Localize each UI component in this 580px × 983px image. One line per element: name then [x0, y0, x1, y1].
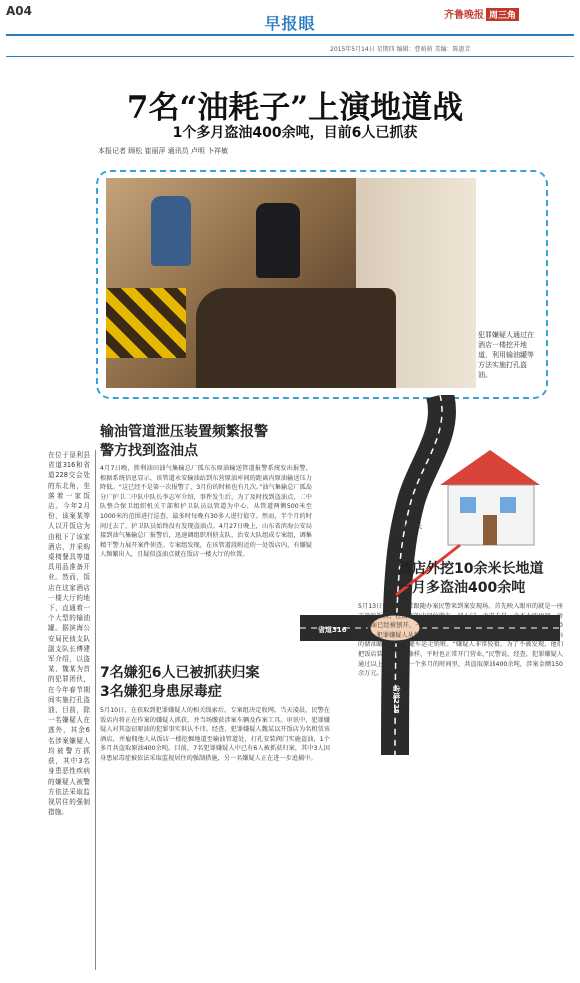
article-headline: 7名“油耗子”上演地道战 — [126, 90, 464, 126]
house-icon — [440, 450, 540, 545]
logo-text: 齐鲁晚报 — [444, 10, 484, 21]
news-photo — [106, 178, 476, 388]
intro-column: 在位于垦利县省道316和省道228交会处的东北角，坐落着一家饭店。今年2月份，该案某等人以开饭店为由租下了该家酒店，并采购桌椅餐具等道具用品准备开业。然而，饭店在这家酒店一楼大厅的地下，直通着一个大型的输油罐。据滨海公安局民侦支队副支队长傅建军介绍，以盗某、魏某为首的犯罪团伙，在今年春节期间实施打孔盗油，目前，除一名嫌疑人在逃外，其余6名涉案嫌疑人均被警方抓获，其中3名身患恶性疾病的嫌疑人被警方依法采取监视居住的强制措施。 — [48, 451, 90, 817]
article-byline: 本报记者 顾松 崔丽萍 通讯员 卢明 卜祥敏 — [98, 147, 229, 155]
road-316-label: 省道316 — [318, 626, 347, 634]
photo-person — [151, 196, 191, 266]
section2-title — [100, 664, 330, 702]
section1-title-line2: 警方找到盗油点 — [100, 443, 198, 459]
photo-person — [256, 203, 300, 278]
section1-title-line1: 输油管道泄压装置频繁报警 — [100, 424, 268, 440]
section1-body: 4月7日晚，胜利油田油气集输总厂孤东东原油输送管道报警系统发出报警，根据系统信息显示，该管道永安输油站到东营原油库间的距离内原油输送压力降低。“这已经不是第一次报警了，3月份的时候也有几次。”油气集输总厂孤岛分厂护卫二中队中队长李志军介绍，事件发生后，为了及时找到盗油点，二中队整合保卫组织机关干部和护卫队员以管道为中心，从管道两侧500米至1000米的范围进行巡查，最多时每晚有30多人进行值守。然而，半个月的时间过去了，护卫队员始终没有发现盗油点。4月27日晚上，山东省滨海公安局接到油气集输总厂报警后，迅速调组织刑侦支队、治安大队组成专案组，调集精干警力展开案件侦查。专案组发现，在该管道段附近的一处饭店内，有嫌疑人频繁出入，且疑似盗油点就在饭店一楼大厅的位置。 — [100, 465, 312, 559]
section3-title-line1: 酒店外挖10余米长地道 — [398, 561, 544, 577]
road-228-label: 省道228 — [392, 685, 400, 714]
newspaper-logo — [444, 6, 519, 21]
logo-badge: 周三角 — [486, 8, 519, 21]
tunnel-length-label: 10余米 — [396, 522, 423, 531]
photo-caption: 犯罪嫌疑人通过在酒店一楼挖开地道，利用输油罐等方法实施打孔盗油。 — [478, 331, 534, 379]
column-divider — [95, 450, 96, 970]
section2-title-line1: 7名嫌犯6人已被抓获归案 — [100, 665, 260, 681]
page-number: A04 — [6, 4, 32, 18]
section3-body: 5月13日中午，记者跟随办案民警来到案发现场。首先映入眼帘的就是一座干净的饭店，在饭店的中间位置有一间小门，走进去是一个不大的房间，房间地面已经被刨开，一条地道直通管道方向。据民警介绍，这条地道长10余米，犯罪嫌疑人从地道尽头打孔安装阀门后，通过软管将原油引到饭店内的储油罐中，再用罐车运走销赃。“嫌疑人非常狡猾，为了不被发现，他们把饭店装修得像模像样，平时也正常开门营业。”民警说。经查，犯罪嫌疑人通过以上方式，在一个多月的时间里，共盗取原油400余吨，涉案金额150余万元。 — [358, 603, 563, 678]
section2-body: 5月10日，在获取到犯罪嫌疑人的相关线索后，专案组决定收网。当天凌晨，民警在饭店内将正在作案的嫌疑人抓获，并当场缴获涉案车辆及作案工具。审讯中，犯罪嫌疑人对其盗窃原油的犯罪事实供认不讳。经查，犯罪嫌疑人魏某以开饭店为名租赁该酒店，并雇佣他人从饭店一楼挖掘地道至输油管道处，打孔安装阀门实施盗油，1个多月共盗取原油400余吨。目前，7名犯罪嫌疑人中已有6人被抓获归案，其中3人因身患尿毒症被依法采取监视居住的强制措施，另一名嫌疑人正在进一步追捕中。 — [100, 707, 330, 762]
section1-title — [100, 423, 330, 461]
section2-title-line2: 3名嫌犯身患尿毒症 — [100, 684, 222, 700]
issue-meta: 2015年5月14日 星期四 编辑：曹萌萌 美编：陈惠芳 — [330, 46, 471, 53]
photo-tunnel-dirt — [196, 288, 396, 388]
photo-quilt — [106, 288, 186, 358]
meta-divider — [6, 56, 574, 57]
section-title: 早报眼 — [264, 14, 316, 33]
section3-title — [398, 560, 568, 598]
section3-title-line2: 一月多盗油400余吨 — [398, 580, 526, 596]
header-divider — [6, 34, 574, 36]
article-subheadline: 1个多月盗油400余吨，目前6人已抓获 — [172, 125, 418, 141]
